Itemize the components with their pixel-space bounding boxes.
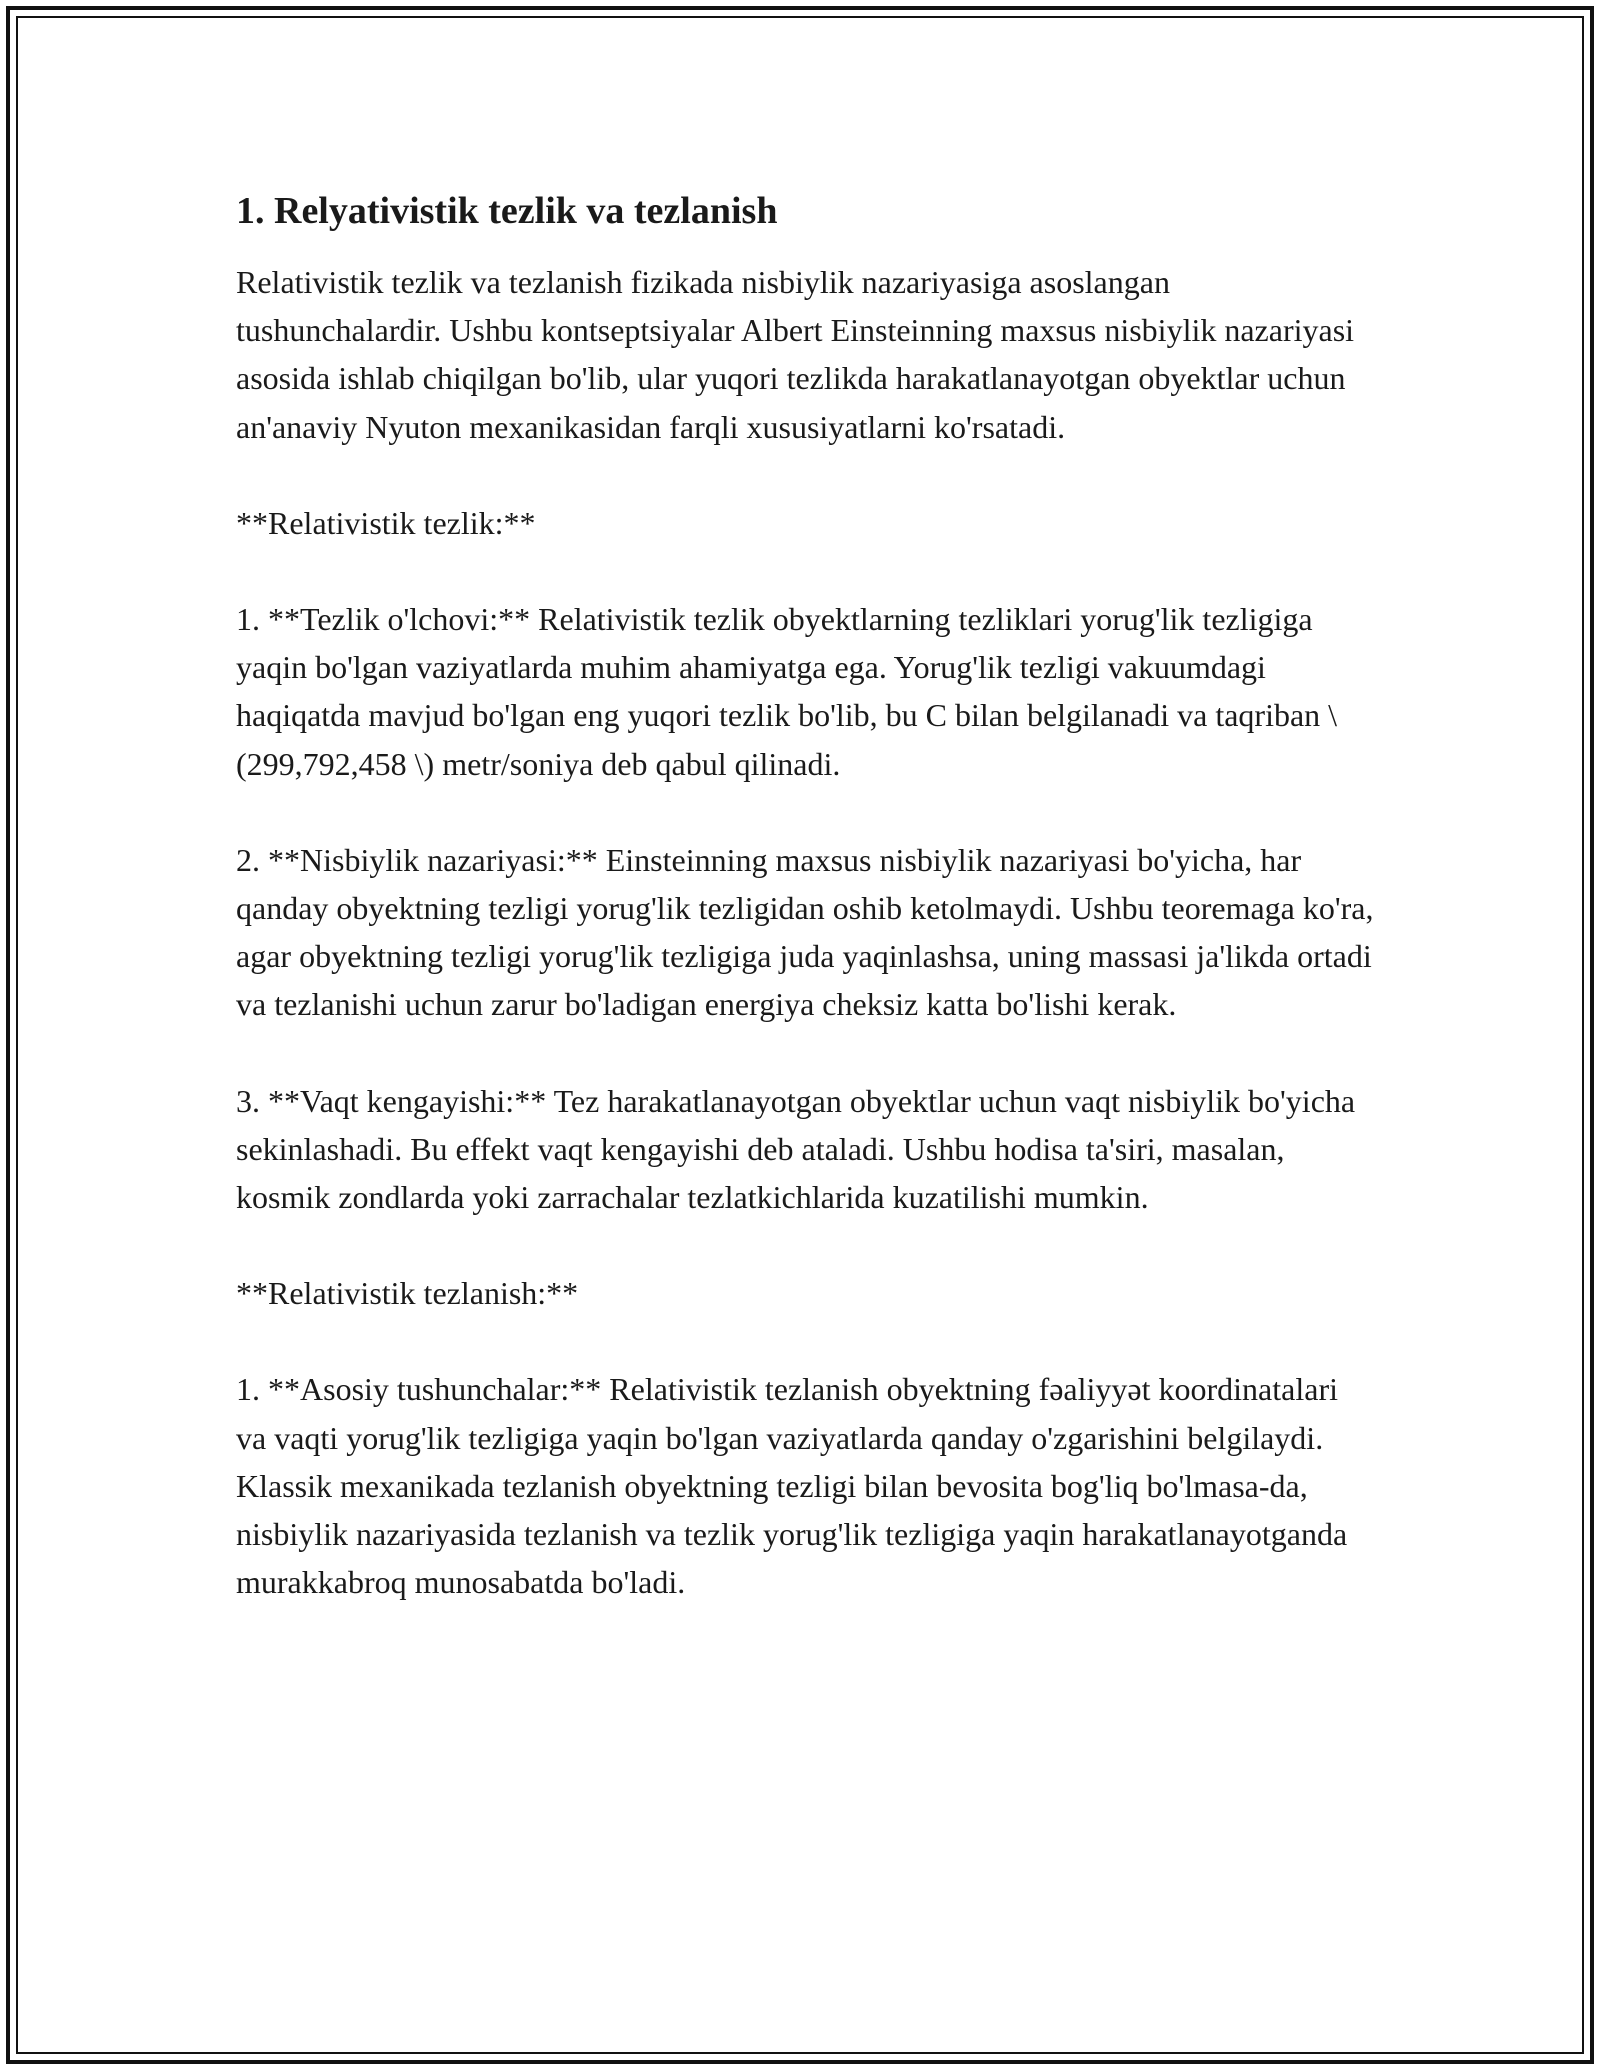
paragraph-time-dilation: 3. **Vaqt kengayishi:** Tez harakatlanayotgan obyektlar uchun vaqt nisbiylik bo'yicha sekinlashadi. Bu effekt vaqt kengayishi deb ataladi. Ushbu hodisa ta'siri, masalan, kosmik zondlarda yoki zarrachalar tezlatkichlarida kuzatilishi mumkin. bbox=[236, 1082, 1356, 1216]
section-heading-relativistic-acceleration: **Relativistik tezlanish:** bbox=[236, 1275, 579, 1312]
intro-paragraph: Relativistik tezlik va tezlanish fizikada nisbiylik nazariyasiga asoslangan tushunchalardir. Ushbu kontseptsiyalar Albert Einsteinning maxsus nisbiylik nazariyasi asosida ishlab chiqilgan bo'lib, ular yuqori tezlikda harakatlanayotgan obyektlar uchun an'anaviy Nyuton mexanikasidan farqli xususiyatlarni ko'rsatadi. bbox=[236, 264, 1355, 445]
paragraph-basic-concepts: 1. **Asosiy tushunchalar:** Relativistik tezlanish obyektning fəaliyyət koordinatalari va vaqti yorug'lik tezligiga yaqin bo'lgan vaziyatlarda qanday o'zgarishini belgilaydi. Klassik mexanikada tezlanish obyektning tezligi bilan bevosita bog'liq bo'lmasa-da, nisbiylik nazariyasida tezlanish va tezlik yorug'lik tezligiga yaqin harakatlanayotganda murakkabroq munosabatda bo'ladi. bbox=[236, 1371, 1348, 1601]
paragraph-relativity-theory: 2. **Nisbiylik nazariyasi:** Einsteinning maxsus nisbiylik nazariyasi bo'yicha, har qanday obyektning tezligi yorug'lik tezligidan oshib ketolmaydi. Ushbu teoremaga ko'ra, agar obyektning tezligi yorug'lik tezligiga juda yaqinlashsa, uning massasi ja'likda ortadi va tezlanishi uchun zarur bo'ladigan energiya cheksiz katta bo'lishi kerak. bbox=[236, 841, 1374, 1023]
document-title: 1. Relyativistik tezlik va tezlanish bbox=[236, 190, 778, 232]
document-body bbox=[236, 186, 1376, 1606]
section-heading-relativistic-velocity: **Relativistik tezlik:** bbox=[236, 504, 536, 541]
paragraph-velocity-measure: 1. **Tezlik o'lchovi:** Relativistik tezlik obyektlarning tezliklari yorug'lik tezligiga yaqin bo'lgan vaziyatlarda muhim ahamiyatga ega. Yorug'lik tezligi vakuumdagi haqiqatda mavjud bo'lgan eng yuqori tezlik bo'lib, bu C bilan belgilanadi va taqriban \(299,792,458 \) metr/soniya deb qabul qilinadi. bbox=[236, 601, 1338, 782]
